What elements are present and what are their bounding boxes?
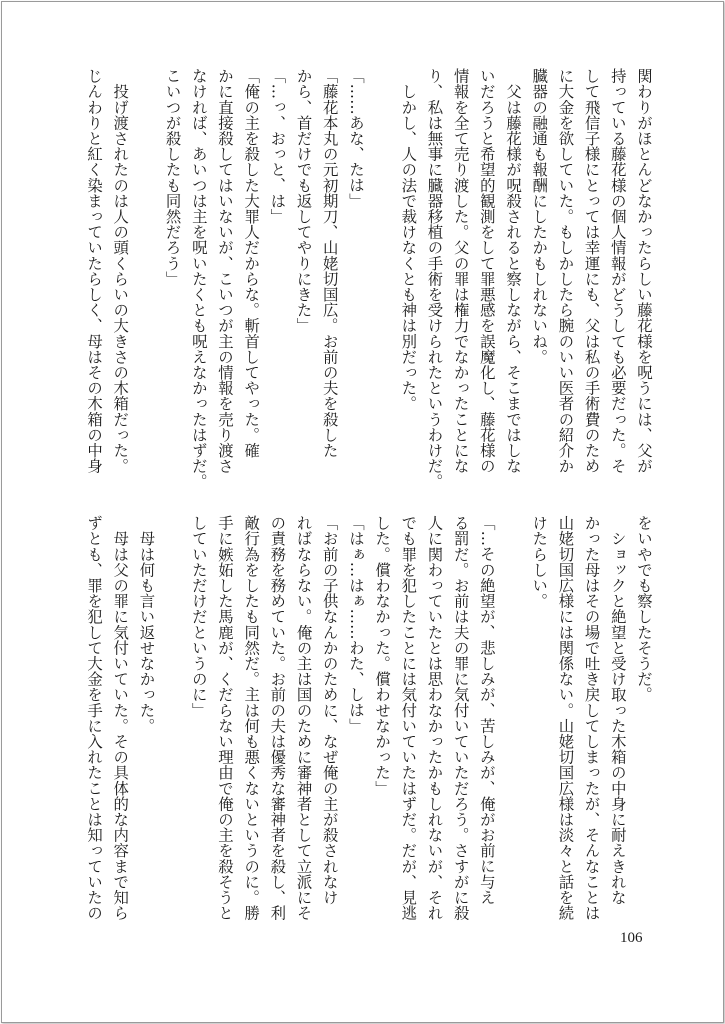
text-line: でも罪を犯したことには気付いていたはずだ。だが、見逃 (399, 515, 418, 921)
text-line: じんわりと紅く染まっていたらしく、母はその木箱の中身 (85, 68, 104, 474)
text-line: る罰だ。お前は夫の罪に気付いていただろう。さすがに殺 (451, 515, 470, 921)
text-line: 臓器の融通も報酬にしたかもしれないね。 (530, 68, 549, 365)
text-line: 「お前の子供なんかのために、なぜ俺の主が殺されなけ (320, 515, 339, 905)
text-line: けたらしい。 (530, 515, 549, 609)
blank-line (369, 68, 395, 478)
text-line: ずとも、罪を犯して大金を手に入れたことは知っていたの (85, 515, 104, 921)
text-line: り、私は無事に臓器移植の手術を受けられたというわけだ。 (425, 68, 444, 490)
text-line: 山姥切国広様には関係ない。山姥切国広様は淡々と話を続 (556, 515, 575, 921)
text-line: の責務を務めていた。お前の夫は優秀な審神者を殺し、利 (268, 515, 287, 921)
text-line: 情報を全て売り渡した。父の罪は権力でなかったことにな (451, 68, 470, 474)
text-line: 手に嫉妬した馬鹿が、くだらない理由で俺の主を殺そうと (216, 515, 234, 921)
text-line: こいつが殺したも同然だろう」 (163, 68, 182, 287)
text-line: した。償わなかった。償わせなかった」 (373, 515, 392, 796)
text-line: しかし、人の法で裁けなくとも神は別だった。 (399, 68, 418, 412)
text-line: 母は父の罪に気付いていた。その具体的な内容まで知ら (111, 515, 130, 921)
text-line: ればならない。俺の主は国のために審神者として立派にそ (294, 515, 313, 921)
text-line: 父は藤花様が呪殺されると察しながら、そこまではしな (504, 68, 523, 474)
text-line: に大金を欲していた。もしかしたら腕のいい医者の紹介か (556, 68, 575, 474)
text-line: から、首だけでも返してやりにきた」 (294, 68, 313, 334)
text-line: 「はぁ…はぁ……わた、しは」 (346, 515, 365, 734)
text-line: 持っている藤花様の個人情報がどうしても必要だった。そ (608, 68, 627, 474)
text-line: 投げ渡されたのは人の頭くらいの大きさの木箱だった。 (111, 68, 130, 474)
text-block-bottom (81, 515, 657, 925)
text-line: 「…その絶望が、悲しみが、苦しみが、俺がお前に与え (477, 515, 496, 905)
text-line: いだろうと希望的観測をして罪悪感を誤魔化し、藤花様の (477, 68, 496, 474)
text-block-top (81, 68, 657, 490)
blank-line (133, 68, 159, 478)
text-line: かに直接殺してはいないが、こいつが主の情報を売り渡さ (216, 68, 234, 474)
text-line: をいやでも察したそうだ。 (635, 515, 653, 703)
text-line: していただけだというのに」 (189, 515, 208, 718)
text-line: 母は何も言い返せなかった。 (137, 515, 156, 734)
text-line: かった母はその場で吐き戻してしまったが、そんなことは (582, 515, 601, 921)
text-line: 「俺の主を殺した大罪人だからな。斬首してやった。確 (242, 68, 261, 458)
text-line: 「藤花本丸の元初期刀、山姥切国広。お前の夫を殺した (320, 68, 339, 458)
blank-line (500, 515, 526, 925)
text-line: ショックと絶望と受け取った木箱の中身に耐えきれな (608, 515, 627, 905)
page-number: 106 (620, 930, 643, 946)
text-line: して飛信子様にとっては幸運にも、父は私の手術費のため (582, 68, 601, 474)
blank-line (159, 515, 185, 925)
text-line: 人に関わっていたとは思わなかったかもしれないが、それ (425, 515, 444, 921)
text-line: 敵行為をしたも同然だ。主は何も悪くないというのに。勝 (242, 515, 261, 921)
text-line: なければ、あいつは主を呪いたくとも呪えなかったはずだ。 (189, 68, 208, 490)
text-line: 「…っ、おっと、は」 (268, 68, 287, 224)
text-line: 「……あな、たは」 (346, 68, 365, 209)
text-line: 関わりがほとんどなかったらしい藤花様を呪うには、父が (635, 68, 653, 474)
